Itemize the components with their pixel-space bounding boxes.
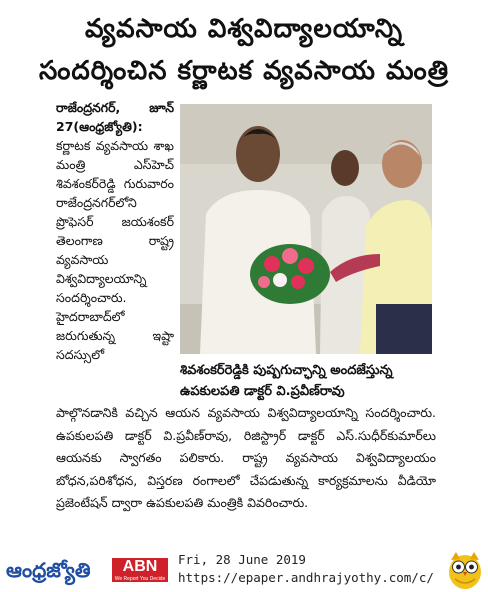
abn-tagline: We Report You Decide [114,576,166,582]
article-column-text: కర్ణాటక వ్యవసాయ శాఖ మంత్రి ఎస్‌హెచ్ శివశంకర్‌రెడ్డి గురువారం రాజేంద్రనగర్‌లోని ప్రొఫెసర్ జయశంకర్ తెలంగాణ రాష్ట్ర వ్యవసాయ విశ్వవిద్యాలయాన్ని సందర్శించారు. హైదరాబాద్‌లో జరుగుతున్న ఇష్టా సదస్సులో [56,138,174,362]
source-url[interactable]: https://epaper.andhrajyothy.com/c/ [178,570,434,585]
andhrajyothy-logo: ఆంధ్రజ్యోతి [6,558,91,582]
photo-caption: శివశంకర్‌రెడ్డికి పుష్పగుచ్ఛాన్ని అందజేస్తున్న ఉపకులపతి డాక్టర్ వి.ప్రవీణ్‌రావు [180,363,393,399]
article-column [56,98,174,364]
headline-line-2: సందర్శించిన కర్ణాటక వ్యవసాయ మంత్రి [38,56,450,86]
article-continuation: పాల్గొనడానికి వచ్చిన ఆయన వ్యవసాయ విశ్వవిద్యాలయాన్ని సందర్శించారు. ఉపకులపతి డాక్టర్ వి.ప్రవీణ్‌రావు, రిజిస్ట్రార్ డాక్టర్ ఎస్.సుధీర్‌కుమార్‌లు ఆయనకు స్వాగతం పలికారు. రాష్ట్ర వ్యవసాయ విశ్వవిద్యాలయం బోధన,పరిశోధన, విస్తరణ రంగాలలో చేపడుతున్న కార్యక్రమాలను వీడియో ప్రజెంటేషన్ ద్వారా ఉపకులపతి మంత్రికి వివరించారు. [56,405,436,510]
publication-date: Fri, 28 June 2019 [178,552,306,567]
headline-line-1: వ్యవసాయ విశ్వవిద్యాలయాన్ని [85,14,403,44]
abn-logo: ABN [112,558,168,582]
dateline: రాజేంద్రనగర్, జూన్ 27(ఆంధ్రజ్యోతి): [56,100,174,134]
footer [0,548,488,592]
news-photo-image [180,104,432,354]
owl-icon [446,550,484,590]
news-photo [180,104,432,354]
